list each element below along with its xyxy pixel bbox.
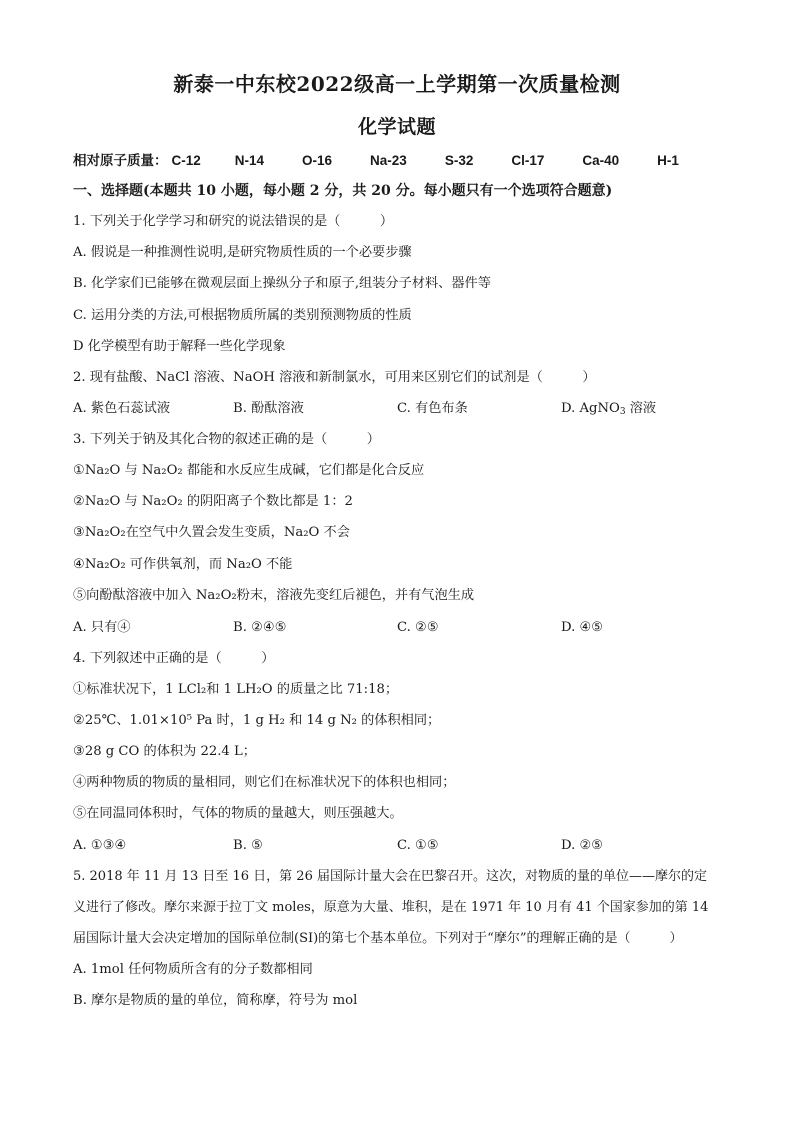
- question-3-statement-5: ⑤向酚酞溶液中加入 Na₂O₂粉末，溶液先变红后褪色，并有气泡生成: [73, 588, 475, 603]
- question-2-option-d: [561, 399, 656, 422]
- mass-item: O-16: [302, 153, 333, 168]
- question-1-option-d: D 化学模型有助于解释一些化学现象: [73, 339, 286, 354]
- exam-subtitle: 化学试题: [357, 116, 436, 138]
- question-3-statement-1: ①Na₂O 与 Na₂O₂ 都能和水反应生成碱，它们都是化合反应: [73, 463, 425, 478]
- question-3-statement-3: ③Na₂O₂在空气中久置会发生变质，Na₂O 不会: [73, 525, 350, 540]
- question-4-stem: 4. 下列叙述中正确的是（ ）: [73, 651, 275, 666]
- question-4-statement-5: ⑤在同温同体积时，气体的物质的量越大，则压强越大。: [73, 806, 403, 821]
- mass-item: Ca-40: [582, 153, 620, 168]
- exam-title: 新泰一中东校2022级高一上学期第一次质量检测: [173, 72, 621, 96]
- question-4-statement-3: ③28 g CO 的体积为 22.4 L；: [73, 744, 256, 759]
- question-4-option-a: A. ①③④: [73, 838, 127, 853]
- mass-item: C-12: [171, 153, 201, 168]
- question-5-stem-line-2: 义进行了修改。摩尔来源于拉丁文 moles，原意为大量、堆积，是在 1971 年 10 月有 41 个国家参加的第 14: [73, 900, 709, 915]
- question-3-stem: 3. 下列关于钠及其化合物的叙述正确的是（ ）: [73, 432, 380, 447]
- question-4-option-c: C. ①⑤: [397, 838, 439, 853]
- mass-item: H-1: [657, 153, 679, 168]
- question-2-option-a: A. 紫色石蕊试液: [73, 401, 171, 416]
- question-5-stem-line-3: 届国际计量大会决定增加的国际单位制(SI)的第七个基本单位。下列对于“摩尔”的理解正确的是（ ）: [73, 931, 683, 946]
- question-2-option-b: B. 酚酞溶液: [233, 401, 304, 416]
- option-d-subscript: 3: [619, 407, 626, 417]
- option-d-text: D. AgNO: [561, 401, 620, 416]
- option-d-suffix: 溶液: [625, 401, 657, 416]
- question-3-option-b: B. ②④⑤: [233, 620, 287, 635]
- question-2-option-c: C. 有色布条: [397, 401, 468, 416]
- question-4-option-d: D. ②⑤: [561, 838, 604, 853]
- question-4-statement-2: ②25℃、1.01×10⁵ Pa 时，1 g H₂ 和 14 g N₂ 的体积相同；: [73, 713, 441, 728]
- question-1-option-c: C. 运用分类的方法,可根据物质所属的类别预测物质的性质: [73, 308, 412, 323]
- question-1-stem: 1. 下列关于化学学习和研究的说法错误的是（ ）: [73, 214, 394, 229]
- atomic-masses-label: 相对原子质量：: [73, 153, 168, 169]
- mass-item: N-14: [234, 153, 265, 168]
- mass-item: Na-23: [370, 153, 407, 168]
- question-3-statement-2: ②Na₂O 与 Na₂O₂ 的阴阳离子个数比都是 1：2: [73, 494, 353, 509]
- question-5-stem-line-1: 5. 2018 年 11 月 13 日至 16 日，第 26 届国际计量大会在巴黎召开。这次，对物质的量的单位——摩尔的定: [73, 869, 707, 884]
- atomic-masses: [73, 151, 717, 172]
- question-2-stem: 2. 现有盐酸、NaCl 溶液、NaOH 溶液和新制氯水，可用来区别它们的试剂是（ ）: [73, 370, 596, 385]
- question-5-option-b: B. 摩尔是物质的量的单位，简称摩，符号为 mol: [73, 993, 358, 1008]
- question-5-option-a: A. 1mol 任何物质所含有的分子数都相同: [73, 962, 313, 977]
- question-1-option-a: A. 假说是一种推测性说明,是研究物质性质的一个必要步骤: [73, 245, 412, 260]
- question-3-option-a: A. 只有④: [73, 620, 131, 635]
- mass-item: S-32: [444, 153, 474, 168]
- question-4-statement-1: ①标准状况下，1 LCl₂和 1 LH₂O 的质量之比 71:18；: [73, 682, 399, 697]
- question-4-option-b: B. ⑤: [233, 838, 263, 853]
- question-4-statement-4: ④两种物质的物质的量相同，则它们在标准状况下的体积也相同；: [73, 775, 456, 790]
- question-3-option-c: C. ②⑤: [397, 620, 439, 635]
- section-heading: 一、选择题(本题共 10 小题，每小题 2 分，共 20 分。每小题只有一个选项符合题意): [73, 183, 613, 199]
- question-3-option-d: D. ④⑤: [561, 620, 604, 635]
- question-1-option-b: B. 化学家们已能够在微观层面上操纵分子和原子,组装分子材料、器件等: [73, 276, 491, 291]
- question-3-statement-4: ④Na₂O₂ 可作供氧剂，而 Na₂O 不能: [73, 557, 293, 572]
- mass-item: Cl-17: [511, 153, 545, 168]
